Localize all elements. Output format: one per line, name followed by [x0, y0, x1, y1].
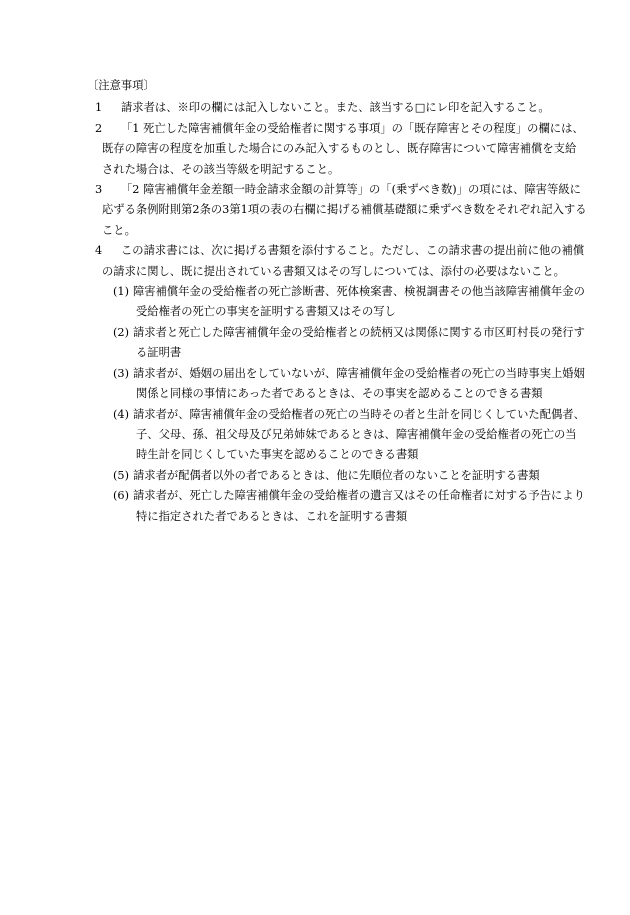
- notes-section: [87, 76, 587, 527]
- attachment-item-2: [87, 323, 587, 364]
- note-number: 3: [95, 183, 103, 197]
- attachment-number: (2): [113, 325, 130, 339]
- section-heading: 〔注意事項〕: [87, 79, 155, 92]
- attachment-text: 請求者が、障害補償年金の受給権者の死亡の当時その者と生計を同じくしていた配偶者、子、父母、孫、祖父母及び兄弟姉妹であるときは、障害補償年金の受給権者の死亡の当時生計を同じくしていた事実を認めることのできる書類: [133, 407, 585, 462]
- note-number: 2: [95, 121, 103, 135]
- attachment-text: 請求者が、死亡した障害補償年金の受給権者の遺言又はその任命権者に対する予告により特に指定された者であるときは、これを証明する書類: [133, 489, 585, 523]
- note-text: 「2 障害補償年金差額一時金請求金額の計算等」の「(乗ずべき数)」の項には、障害等級に応ずる条例附則第2条の3第1項の表の右欄に掲げる補償基礎額に乗ずべき数をそれぞれ記入すること。: [102, 183, 587, 237]
- attachment-text: 請求者が、婚姻の届出をしていないが、障害補償年金の受給権者の死亡の当時事実上婚姻関係と同様の事情にあった者であるときは、その事実を認めることのできる書類: [133, 366, 585, 401]
- attachment-number: (4): [113, 407, 130, 421]
- note-text: 請求者は、※印の欄には記入しないこと。また、該当する□にレ印を記入すること。: [121, 101, 550, 115]
- attachment-item-5: [87, 466, 587, 486]
- attachment-text: 障害補償年金の受給権者の死亡診断書、死体検案書、検視調書その他当該障害補償年金の受給権者の死亡の事実を証明する書類又はその写し: [133, 285, 585, 319]
- note-text: この請求書には、次に掲げる書類を添付すること。ただし、この請求書の提出前に他の補償の請求に関し、既に提出されている書類又はその写しについては、添付の必要はないこと。: [102, 244, 585, 278]
- attachment-number: (5): [113, 468, 130, 482]
- attachment-number: (1): [113, 285, 130, 299]
- note-number: 1: [95, 101, 103, 115]
- attachment-number: (6): [113, 489, 130, 503]
- attachment-text: 請求者と死亡した障害補償年金の受給権者との続柄又は関係に関する市区町村長の発行する証明書: [133, 325, 585, 360]
- attachment-item-1: [87, 282, 587, 323]
- note-item-2: [87, 119, 587, 180]
- attachment-text: 請求者が配偶者以外の者であるときは、他に先順位者のないことを証明する書類: [133, 468, 540, 482]
- note-item-1: [87, 98, 587, 118]
- note-number: 4: [95, 244, 103, 258]
- attachment-number: (3): [113, 366, 130, 380]
- attachment-item-6: [87, 486, 587, 527]
- note-item-3: [87, 180, 587, 241]
- attachment-item-4: [87, 405, 587, 466]
- note-item-4: [87, 241, 587, 282]
- attachment-item-3: [87, 364, 587, 405]
- note-text: 「1 死亡した障害補償年金の受給権者に関する事項」の「既存障害とその程度」の欄には、既存の障害の程度を加重した場合にのみ記入するものとし、既存障害について障害補償を支給された場合は、その該当等級を明記すること。: [102, 121, 584, 176]
